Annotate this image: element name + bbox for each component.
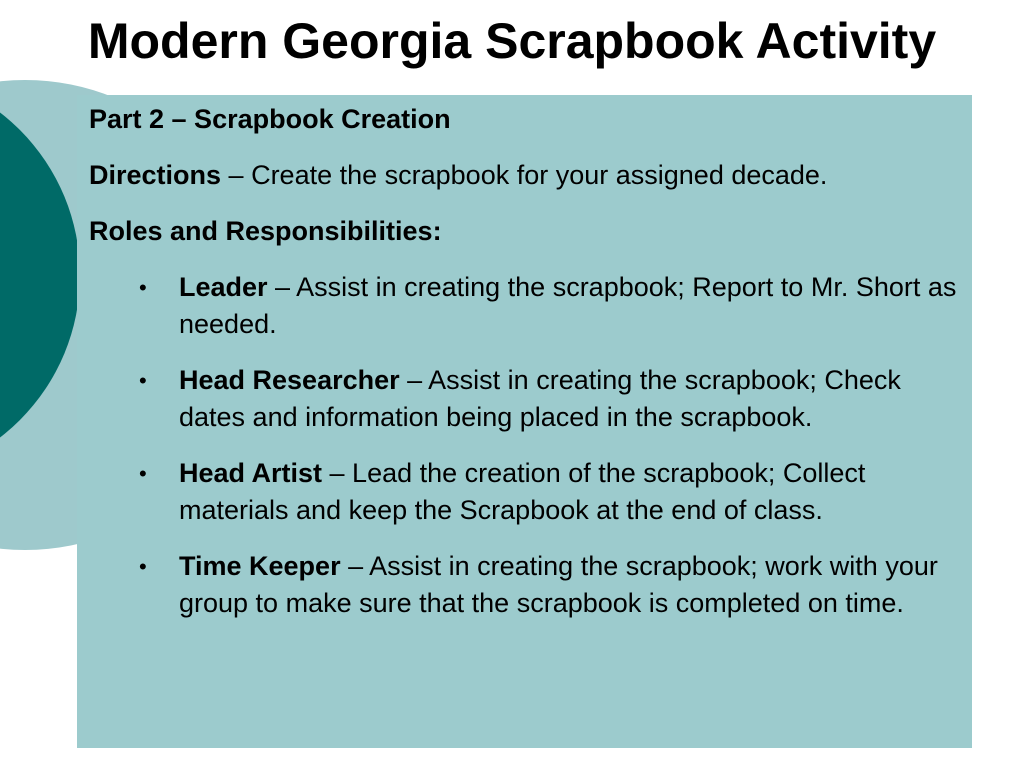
- role-name: Leader: [179, 272, 268, 302]
- role-item-time-keeper: [89, 548, 960, 622]
- bullet-icon: •: [139, 275, 147, 300]
- role-name: Head Artist: [179, 458, 323, 488]
- role-description: – Assist in creating the scrapbook; Check dates and information being placed in the scrapbook.: [179, 365, 901, 432]
- directions-text: – Create the scrapbook for your assigned decade.: [221, 160, 828, 190]
- role-item-head-researcher: [89, 362, 960, 436]
- bullet-icon: •: [139, 461, 147, 486]
- roles-heading: Roles and Responsibilities:: [89, 216, 442, 246]
- role-item-head-artist: [89, 455, 960, 529]
- bullet-icon: •: [139, 554, 147, 579]
- role-name: Head Researcher: [179, 365, 400, 395]
- role-name: Time Keeper: [179, 551, 341, 581]
- role-description: – Assist in creating the scrapbook; work with your group to make sure that the scrapbook is completed on time.: [179, 551, 938, 618]
- content-box: [77, 95, 972, 748]
- role-item-leader: [89, 269, 960, 343]
- directions-label: Directions: [89, 160, 222, 190]
- directions-paragraph: [89, 157, 960, 194]
- roles-list: [89, 269, 960, 622]
- role-description: – Lead the creation of the scrapbook; Collect materials and keep the Scrapbook at the end of class.: [179, 458, 866, 525]
- part-heading: Part 2 – Scrapbook Creation: [89, 104, 451, 134]
- bullet-icon: •: [139, 368, 147, 393]
- role-description: – Assist in creating the scrapbook; Report to Mr. Short as needed.: [179, 272, 957, 339]
- slide-title: Modern Georgia Scrapbook Activity: [87, 13, 937, 69]
